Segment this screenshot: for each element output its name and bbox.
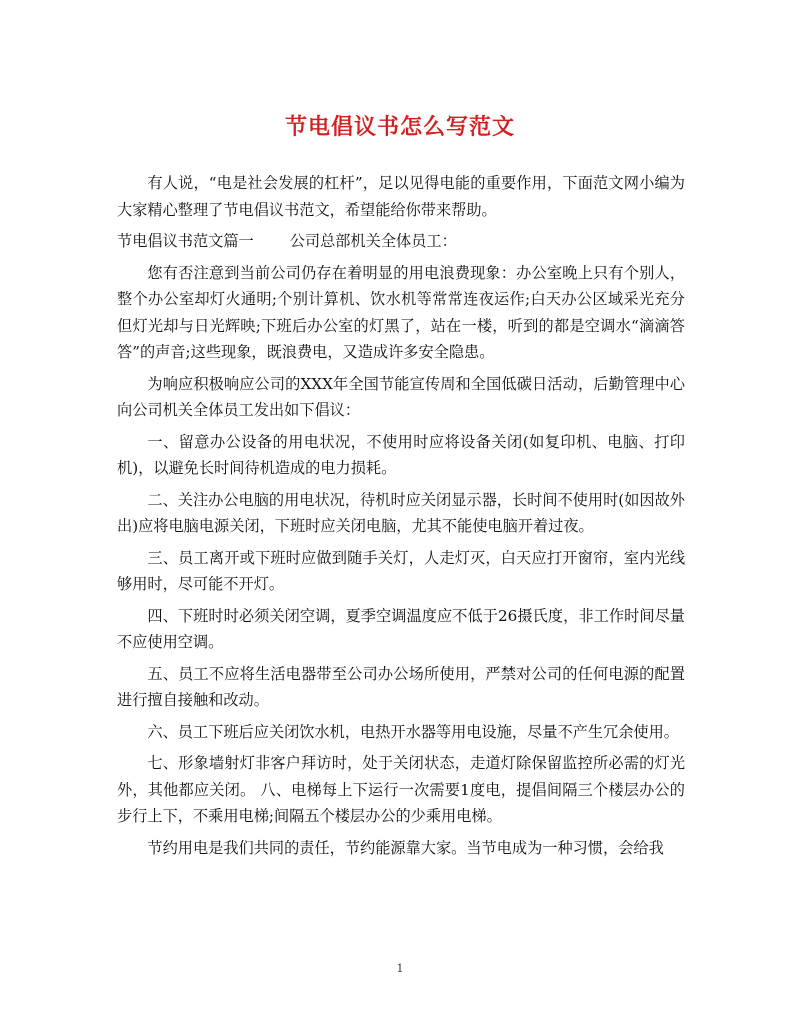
intro-paragraph: 有人说，“电是社会发展的杠杆”，足以见得电能的重要作用，下面范文网小编为大家精心整理了节电倡议书范文，希望能给你带来帮助。 (117, 174, 685, 219)
section-heading-line (117, 228, 685, 255)
paragraph-3: 一、留意办公设备的用电状况，不使用时应将设备关闭(如复印机、电脑、打印机)，以避免长时间待机造成的电力损耗。 (117, 432, 685, 477)
page-number: 1 (396, 962, 404, 975)
paragraph-1: 您有否注意到当前公司仍存在着明显的用电浪费现象：办公室晚上只有个别人，整个办公室却灯火通明;个别计算机、饮水机等常常连夜运作;白天办公区域采光充分但灯光却与日光辉映;下班后办公室的灯黑了，站在一楼，听到的都是空调水“滴滴答答”的声音;这些现象，既浪费电，又造成许多安全隐患。 (117, 263, 685, 361)
paragraph-2: 为响应积极响应公司的XXX年全国节能宣传周和全国低碳日活动，后勤管理中心向公司机关全体员工发出如下倡议： (117, 374, 685, 419)
paragraph-8: 六、员工下班后应关闭饮水机，电热开水器等用电设施，尽量不产生冗余使用。 (147, 722, 679, 741)
document-title: 节电倡议书怎么写范文 (284, 114, 515, 140)
paragraph-10: 节约用电是我们共同的责任，节约能源靠大家。当节电成为一种习惯，会给我 (147, 838, 664, 857)
document-body (117, 170, 685, 866)
paragraph-4: 二、关注办公电脑的用电状况，待机时应关闭显示器，长时间不使用时(如因故外出)应将电脑电源关闭，下班时应关闭电脑，尤其不能使电脑开着过夜。 (117, 490, 685, 535)
paragraph-9: 七、形象墙射灯非客户拜访时，处于关闭状态，走道灯除保留监控所必需的灯光外，其他都应关闭。 八、电梯每上下运行一次需要1度电，提倡间隔三个楼层办公的步行上下，不乘用电梯;间隔五个楼层办公的少乘用电梯。 (117, 754, 685, 825)
salutation: 公司总部机关全体员工： (289, 232, 457, 250)
paragraph-5: 三、员工离开或下班时应做到随手关灯，人走灯灭，白天应打开窗帘，室内光线够用时，尽可能不开灯。 (117, 548, 685, 593)
paragraph-6: 四、下班时时必须关闭空调，夏季空调温度应不低于26摄氏度，非工作时间尽量不应使用空调。 (117, 606, 685, 651)
paragraph-7: 五、员工不应将生活电器带至公司办公场所使用，严禁对公司的任何电源的配置进行擅自接触和改动。 (117, 664, 685, 709)
section-heading: 节电倡议书范文篇一 (117, 232, 254, 250)
